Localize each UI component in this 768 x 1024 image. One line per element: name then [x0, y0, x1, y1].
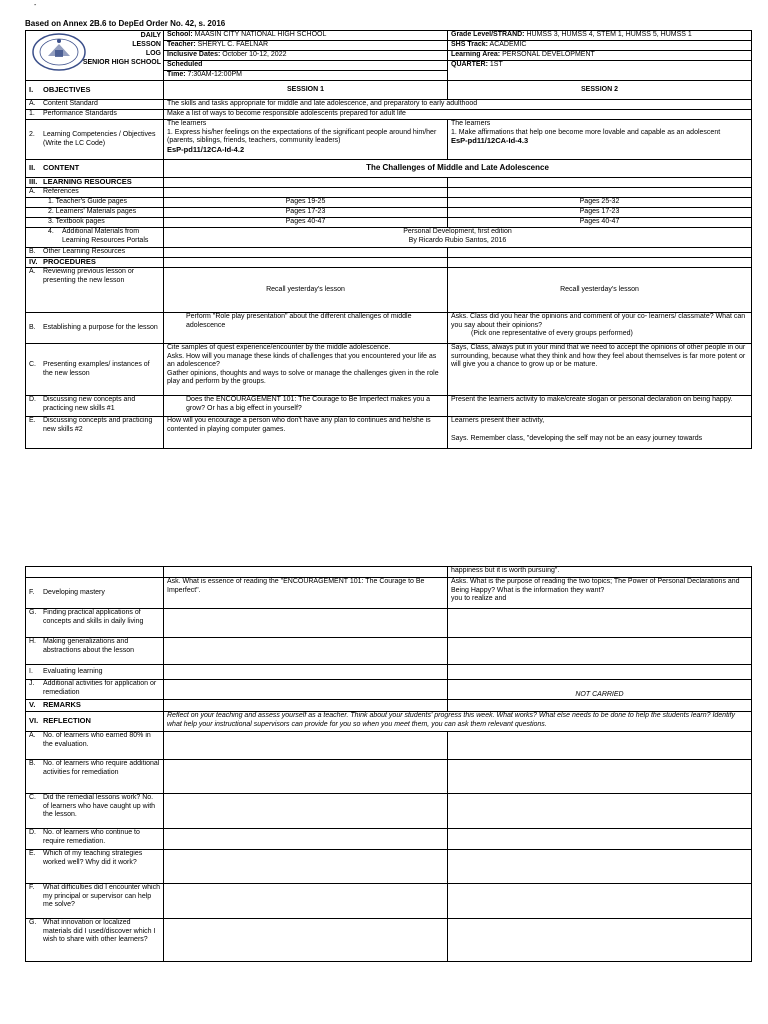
track-value: ACADEMIC: [489, 41, 527, 48]
dll-line-shs: SENIOR HIGH SCHOOL: [82, 59, 161, 66]
learners-materials-label: 2. Learners' Materials pages: [26, 208, 164, 218]
mastery-session-1: Ask. What is essence of reading the "ENCOURAGEMENT 101: The Courage to Be Imperfect".: [164, 578, 448, 609]
tg-pages-session-2: Pages 25-32: [448, 198, 752, 208]
teacher-value: SHERYL C. FAELNAR: [197, 41, 269, 48]
lm-pages-session-2: Pages 17-23: [448, 208, 752, 218]
purpose-session-1: Perform "Role play presentation" about the different challenges of middle adolescence: [164, 313, 448, 344]
dll-line-lesson: LESSON: [132, 41, 161, 48]
area-value: PERSONAL DEVELOPMENT: [502, 51, 595, 58]
other-resources-label: B. Other Learning Resources: [26, 248, 164, 258]
purpose-label: B. Establishing a purpose for the lesson: [26, 313, 164, 344]
time-cell: Time: 7:30AM-12:00PM: [164, 71, 448, 81]
session-2-heading: SESSION 2: [448, 81, 752, 100]
reflection-item-c: C. Did the remedial lessons work? No. of learners who have caught up with the lesson.: [26, 794, 164, 829]
reflection-instructions: Reflect on your teaching and assess yourself as a teacher. Think about your students' progress this week. What works? What else needs to be done to help the students learn? Identify what help your instructional supervisors can provide for you so when you meet them, you can ask them relevant questions.: [164, 712, 752, 732]
grade-cell: Grade Level/STRAND: HUMSS 3, HUMSS 4, STEM 1, HUMSS 5, HUMSS 1: [448, 31, 752, 41]
review-session-1: Recall yesterday's lesson: [164, 268, 448, 313]
not-carried-note: NOT CARRIED: [448, 680, 752, 700]
teachers-guide-label: 1. Teacher's Guide pages: [26, 198, 164, 208]
quarter-value: 1ST: [489, 61, 503, 68]
lesson-log-table-page-2: [25, 566, 752, 962]
area-cell: Learning Area: PERSONAL DEVELOPMENT: [448, 51, 752, 61]
competency-session-1: The learners 1. Express his/her feelings on the expectations of the significant people around him/her (parents, siblings, friends, teachers, community leaders) EsP-pd11/12CA-Id-4.2: [164, 120, 448, 160]
concepts-1-session-2: Present the learners activity to make/create slogan or personal declaration on being happy.: [448, 396, 752, 417]
page-mark: -: [34, 2, 37, 9]
lm-pages-session-1: Pages 17-23: [164, 208, 448, 218]
scheduled-cell: Scheduled: [164, 61, 448, 71]
dll-header-cell: [26, 31, 164, 81]
annex-reference: Based on Annex 2B.6 to DepEd Order No. 42, s. 2016: [25, 19, 226, 28]
tb-pages-session-2: Pages 40-47: [448, 218, 752, 228]
quarter-cell: QUARTER: 1ST: [448, 61, 752, 81]
textbook-label: 3. Textbook pages: [26, 218, 164, 228]
examples-session-1: Cite samples of quest experience/encounter by the middle adolescence. Asks. How will you manage these kinds of challenges that you encountered your life as an adolescence? Gather opinions, thoughts and ways to solve or manage the challenges given in the role play and perform by the groups.: [164, 344, 448, 396]
content-heading: II. CONTENT: [26, 160, 164, 178]
dll-line-daily: DAILY: [140, 32, 161, 39]
concepts-2-session-1: How will you encourage a person who don't have any plan to continues and he/she is contented in playing computer games.: [164, 417, 448, 449]
session-1-heading: SESSION 1: [164, 81, 448, 100]
content-standard-label: A. Content Standard: [26, 100, 164, 110]
evaluating-learning-label: I. Evaluating learning: [26, 665, 164, 680]
practical-applications-label: G. Finding practical applications of concepts and skills in daily living: [26, 609, 164, 638]
grade-value: HUMSS 3, HUMSS 4, STEM 1, HUMSS 5, HUMSS 1: [526, 31, 692, 38]
deped-seal-logo: [30, 32, 88, 72]
discussing-concepts-1-label: D. Discussing new concepts and practicing new skills #1: [26, 396, 164, 417]
performance-standards-text: Make a list of ways to become responsible adolescents prepared for adult life: [164, 110, 752, 120]
content-standard-text: The skills and tasks appropriate for middle and late adolescence, and preparatory to early adulthood: [164, 100, 752, 110]
content-topic: The Challenges of Middle and Late Adolescence: [164, 160, 752, 178]
objectives-heading: I. OBJECTIVES: [26, 81, 164, 100]
school-cell: School: MAASIN CITY NATIONAL HIGH SCHOOL: [164, 31, 448, 41]
procedures-heading: IV. PROCEDURES: [26, 258, 164, 268]
teacher-cell: Teacher: SHERYL C. FAELNAR: [164, 41, 448, 51]
lc-code-session-1: EsP-pd11/12CA-Id-4.2: [167, 144, 245, 154]
time-value: 7:30AM-12:00PM: [187, 71, 242, 78]
reflection-item-d: D. No. of learners who continue to require remediation.: [26, 829, 164, 850]
tg-pages-session-1: Pages 19-25: [164, 198, 448, 208]
references-label: A. References: [26, 188, 164, 198]
additional-materials-label: 4. Additional Materials from Learning Resources Portals: [26, 228, 164, 248]
concepts-2-continued: happiness but it is worth pursuing".: [448, 567, 752, 578]
reflection-item-g: G. What innovation or localized materials did I used/discover which I wish to share with other learners?: [26, 919, 164, 962]
lesson-log-table-page-1: [25, 30, 752, 449]
learning-competencies-label: 2. Learning Competencies / Objectives (Write the LC Code): [26, 120, 164, 160]
reflection-item-e: E. Which of my teaching strategies worked well? Why did it work?: [26, 850, 164, 884]
dates-value: October 10-12, 2022: [222, 51, 287, 58]
reflection-item-a: A. No. of learners who earned 80% in the evaluation.: [26, 732, 164, 760]
reflection-item-b: B. No. of learners who require additional activities for remediation: [26, 760, 164, 794]
mastery-session-2: Asks. What is the purpose of reading the two topics; The Power of Personal Declarations and Being Happy? What is the information they want? you to realize and: [448, 578, 752, 609]
additional-activities-label: J. Additional activities for application or remediation: [26, 680, 164, 700]
developing-mastery-label: F. Developing mastery: [26, 578, 164, 609]
reviewing-lesson-label: A. Reviewing previous lesson or presenting the new lesson: [26, 268, 164, 313]
dates-cell: Inclusive Dates: October 10-12, 2022: [164, 51, 448, 61]
school-value: MAASIN CITY NATIONAL HIGH SCHOOL: [194, 31, 327, 38]
performance-standards-label: 1. Performance Standards: [26, 110, 164, 120]
generalizations-label: H. Making generalizations and abstractions about the lesson: [26, 638, 164, 665]
dll-line-log: LOG: [145, 50, 161, 57]
reflection-heading: VI. REFLECTION: [26, 712, 164, 732]
examples-session-2: Says, Class, always put in your mind that we need to accept the opinions of other people in our surrounding, because what they think and how they feel about themselves is far more potent or will give you a chance to grow up or be mature.: [448, 344, 752, 396]
discussing-concepts-2-label: E. Discussing concepts and practicing new skills #2: [26, 417, 164, 449]
presenting-examples-label: C. Presenting examples/ instances of the new lesson: [26, 344, 164, 396]
concepts-1-session-1: Does the ENCOURAGEMENT 101: The Courage to Be Imperfect makes you a grow? Or has a big effect in yourself?: [164, 396, 448, 417]
additional-materials-text: Personal Development, first edition By Ricardo Rubio Santos, 2016: [164, 228, 752, 248]
lc-code-session-2: EsP-pd11/12CA-Id-4.3: [451, 136, 529, 145]
purpose-session-2: Asks. Class did you hear the opinions and comment of your co- learners/ classmate? What can you say about their opinions? (Pick one representative of every groups performed): [448, 313, 752, 344]
concepts-2-session-2: Learners present their activity, Says. Remember class, "developing the self may not be an easy journey towards: [448, 417, 752, 449]
tb-pages-session-1: Pages 40-47: [164, 218, 448, 228]
review-session-2: Recall yesterday's lesson: [448, 268, 752, 313]
competency-session-2: The learners 1. Make affirmations that help one become more lovable and capable as an adolescent EsP-pd11/12CA-Id-4.3: [448, 120, 752, 160]
remarks-heading: V. REMARKS: [26, 700, 164, 712]
reflection-item-f: F. What difficulties did I encounter which my principal or supervisor can help me solve?: [26, 884, 164, 919]
learning-resources-heading: III. LEARNING RESOURCES: [26, 178, 164, 188]
track-cell: SHS Track: ACADEMIC: [448, 41, 752, 51]
